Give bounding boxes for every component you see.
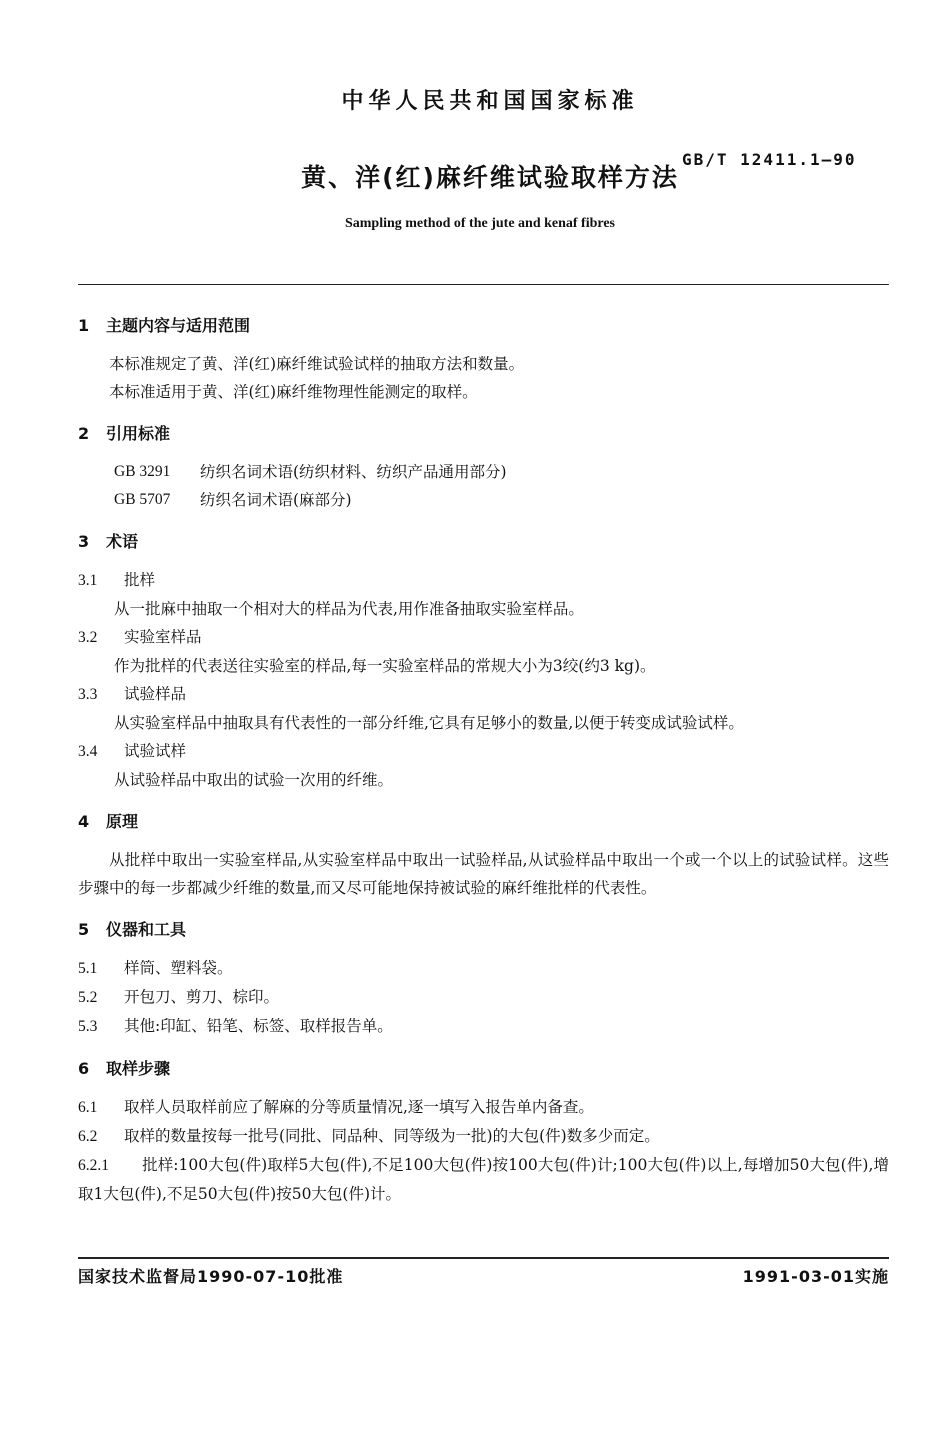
- reference-item: GB 5707 纺织名词术语(麻部分): [114, 491, 352, 509]
- english-title: Sampling method of the jute and kenaf fibres: [344, 216, 616, 231]
- national-standard-label: 中华人民共和国国家标准: [341, 89, 639, 114]
- footer-divider: [78, 1257, 889, 1259]
- list-item: 5.1 样筒、塑料袋。: [78, 959, 233, 977]
- term-definition: 从一批麻中抽取一个相对大的样品为代表,用作准备抽取实验室样品。: [114, 600, 584, 618]
- page-title: 黄、洋(红)麻纤维试验取样方法: [301, 163, 679, 192]
- term-heading: 3.3 试验样品: [78, 685, 187, 703]
- term-definition: 从实验室样品中抽取具有代表性的一部分纤维,它具有足够小的数量,以便于转变成试验试样。: [114, 714, 744, 732]
- section-5-heading: 5 仪器和工具: [78, 920, 187, 939]
- section-2-heading: 2 引用标准: [78, 424, 171, 443]
- term-definition: 从试验样品中取出的试验一次用的纤维。: [114, 771, 394, 789]
- issue-date: 国家技术监督局1990-07-10批准: [78, 1267, 344, 1286]
- term-heading: 3.1 批样: [78, 571, 156, 589]
- sub-list-item: 6.2.1 批样:100大包(件)取样5大包(件),不足100大包(件)按100大包(件)计;100大包(件)以上,每增加50大包(件),增取1大包(件),不足50大包(件)按50大包(件)计。: [78, 1156, 889, 1203]
- term-definition: 作为批样的代表送往实验室的样品,每一实验室样品的常规大小为3绞(约3 kg)。: [114, 657, 656, 675]
- header-divider: [78, 284, 889, 285]
- section-1-heading: 1 主题内容与适用范围: [78, 316, 251, 335]
- list-item: 6.1 取样人员取样前应了解麻的分等质量情况,逐一填写入报告单内备查。: [78, 1098, 594, 1116]
- section-4-paragraph: 从批样中取出一实验室样品,从实验室样品中取出一试验样品,从试验样品中取出一个或一个以上的试验试样。这些步骤中的每一步都减少纤维的数量,而又尽可能地保持被试验的麻纤维批样的代表性。: [78, 851, 889, 897]
- footer: [78, 1264, 889, 1287]
- list-item: 5.3 其他:印缸、铅笔、标签、取样报告单。: [78, 1017, 393, 1035]
- section-1-paragraph: 本标准适用于黄、洋(红)麻纤维物理性能测定的取样。: [109, 383, 478, 401]
- list-item: 6.2 取样的数量按每一批号(同批、同品种、同等级为一批)的大包(件)数多少而定。: [78, 1127, 660, 1145]
- list-item: 5.2 开包刀、剪刀、棕印。: [78, 988, 280, 1006]
- section-1-paragraph: 本标准规定了黄、洋(红)麻纤维试验试样的抽取方法和数量。: [109, 355, 525, 373]
- reference-item: GB 3291 纺织名词术语(纺织材料、纺织产品通用部分): [114, 463, 507, 481]
- standard-code: GB/T 12411.1—90: [682, 150, 857, 169]
- term-heading: 3.4 试验试样: [78, 742, 187, 760]
- section-3-heading: 3 术语: [78, 532, 139, 551]
- term-heading: 3.2 实验室样品: [78, 628, 202, 646]
- section-4-heading: 4 原理: [78, 812, 139, 831]
- implementation-date: 1991-03-01实施: [742, 1267, 889, 1286]
- section-6-heading: 6 取样步骤: [78, 1059, 171, 1078]
- document-body: [78, 312, 889, 1208]
